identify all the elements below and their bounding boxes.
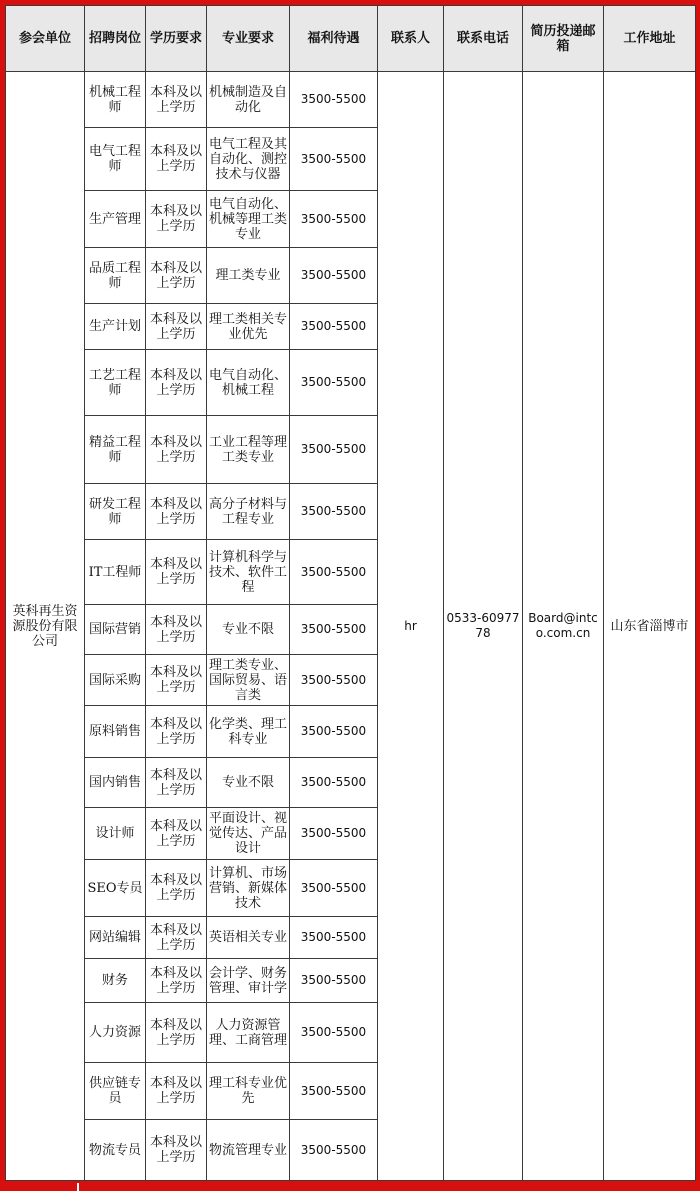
email-cell: Board@intco.com.cn	[523, 72, 604, 1181]
major-cell: 理工类专业	[207, 248, 290, 304]
salary-cell: 3500-5500	[290, 758, 378, 808]
position-cell: 网站编辑	[85, 917, 146, 959]
major-cell: 专业不限	[207, 605, 290, 655]
position-cell: 生产管理	[85, 191, 146, 248]
table-row	[6, 72, 696, 128]
position-cell: 国内销售	[85, 758, 146, 808]
table-body	[6, 72, 696, 1181]
education-cell: 本科及以上学历	[146, 655, 207, 706]
phone-cell: 0533-6097778	[444, 72, 523, 1181]
salary-cell: 3500-5500	[290, 304, 378, 350]
education-cell: 本科及以上学历	[146, 72, 207, 128]
position-cell: 机械工程师	[85, 72, 146, 128]
salary-cell: 3500-5500	[290, 706, 378, 758]
salary-cell: 3500-5500	[290, 860, 378, 917]
header-email: 简历投递邮箱	[523, 6, 604, 72]
header-address: 工作地址	[604, 6, 696, 72]
education-cell: 本科及以上学历	[146, 1003, 207, 1063]
major-cell: 理工类相关专业优先	[207, 304, 290, 350]
position-cell: 国际采购	[85, 655, 146, 706]
education-cell: 本科及以上学历	[146, 540, 207, 605]
position-cell: 电气工程师	[85, 128, 146, 191]
major-cell: 高分子材料与工程专业	[207, 484, 290, 540]
salary-cell: 3500-5500	[290, 191, 378, 248]
header-salary: 福利待遇	[290, 6, 378, 72]
major-cell: 电气自动化、机械工程	[207, 350, 290, 416]
major-cell: 平面设计、视觉传达、产品设计	[207, 808, 290, 860]
major-cell: 化学类、理工科专业	[207, 706, 290, 758]
header-row	[6, 6, 696, 72]
major-cell: 物流管理专业	[207, 1120, 290, 1181]
major-cell: 电气工程及其自动化、测控技术与仪器	[207, 128, 290, 191]
salary-cell: 3500-5500	[290, 917, 378, 959]
education-cell: 本科及以上学历	[146, 484, 207, 540]
salary-cell: 3500-5500	[290, 540, 378, 605]
major-cell: 会计学、财务管理、审计学	[207, 959, 290, 1003]
header-education: 学历要求	[146, 6, 207, 72]
header-major: 专业要求	[207, 6, 290, 72]
salary-cell: 3500-5500	[290, 248, 378, 304]
major-cell: 电气自动化、机械等理工类专业	[207, 191, 290, 248]
header-phone: 联系电话	[444, 6, 523, 72]
education-cell: 本科及以上学历	[146, 605, 207, 655]
salary-cell: 3500-5500	[290, 416, 378, 484]
header-company: 参会单位	[6, 6, 85, 72]
position-cell: 原料销售	[85, 706, 146, 758]
education-cell: 本科及以上学历	[146, 191, 207, 248]
major-cell: 人力资源管理、工商管理	[207, 1003, 290, 1063]
education-cell: 本科及以上学历	[146, 917, 207, 959]
salary-cell: 3500-5500	[290, 128, 378, 191]
major-cell: 工业工程等理工类专业	[207, 416, 290, 484]
major-cell: 机械制造及自动化	[207, 72, 290, 128]
contact-cell: hr	[378, 72, 444, 1181]
header-contact: 联系人	[378, 6, 444, 72]
position-cell: 供应链专员	[85, 1063, 146, 1120]
salary-cell: 3500-5500	[290, 1120, 378, 1181]
salary-cell: 3500-5500	[290, 1003, 378, 1063]
address-cell: 山东省淄博市	[604, 72, 696, 1181]
position-cell: SEO专员	[85, 860, 146, 917]
position-cell: 精益工程师	[85, 416, 146, 484]
position-cell: 财务	[85, 959, 146, 1003]
education-cell: 本科及以上学历	[146, 860, 207, 917]
major-cell: 专业不限	[207, 758, 290, 808]
position-cell: 研发工程师	[85, 484, 146, 540]
position-cell: 国际营销	[85, 605, 146, 655]
education-cell: 本科及以上学历	[146, 758, 207, 808]
salary-cell: 3500-5500	[290, 1063, 378, 1120]
document-frame	[5, 5, 695, 1181]
divider	[77, 1183, 79, 1191]
major-cell: 理工类专业、国际贸易、语言类	[207, 655, 290, 706]
education-cell: 本科及以上学历	[146, 959, 207, 1003]
major-cell: 计算机、市场营销、新媒体技术	[207, 860, 290, 917]
major-cell: 计算机科学与技术、软件工程	[207, 540, 290, 605]
education-cell: 本科及以上学历	[146, 350, 207, 416]
education-cell: 本科及以上学历	[146, 706, 207, 758]
education-cell: 本科及以上学历	[146, 416, 207, 484]
company-cell: 英科再生资源股份有限公司	[6, 72, 85, 1181]
position-cell: IT工程师	[85, 540, 146, 605]
salary-cell: 3500-5500	[290, 72, 378, 128]
education-cell: 本科及以上学历	[146, 128, 207, 191]
salary-cell: 3500-5500	[290, 484, 378, 540]
recruitment-table	[5, 5, 696, 1181]
major-cell: 理工科专业优先	[207, 1063, 290, 1120]
position-cell: 工艺工程师	[85, 350, 146, 416]
position-cell: 设计师	[85, 808, 146, 860]
education-cell: 本科及以上学历	[146, 1120, 207, 1181]
major-cell: 英语相关专业	[207, 917, 290, 959]
education-cell: 本科及以上学历	[146, 248, 207, 304]
salary-cell: 3500-5500	[290, 959, 378, 1003]
salary-cell: 3500-5500	[290, 808, 378, 860]
education-cell: 本科及以上学历	[146, 304, 207, 350]
position-cell: 品质工程师	[85, 248, 146, 304]
education-cell: 本科及以上学历	[146, 808, 207, 860]
position-cell: 物流专员	[85, 1120, 146, 1181]
salary-cell: 3500-5500	[290, 350, 378, 416]
salary-cell: 3500-5500	[290, 655, 378, 706]
position-cell: 人力资源	[85, 1003, 146, 1063]
header-position: 招聘岗位	[85, 6, 146, 72]
position-cell: 生产计划	[85, 304, 146, 350]
salary-cell: 3500-5500	[290, 605, 378, 655]
education-cell: 本科及以上学历	[146, 1063, 207, 1120]
